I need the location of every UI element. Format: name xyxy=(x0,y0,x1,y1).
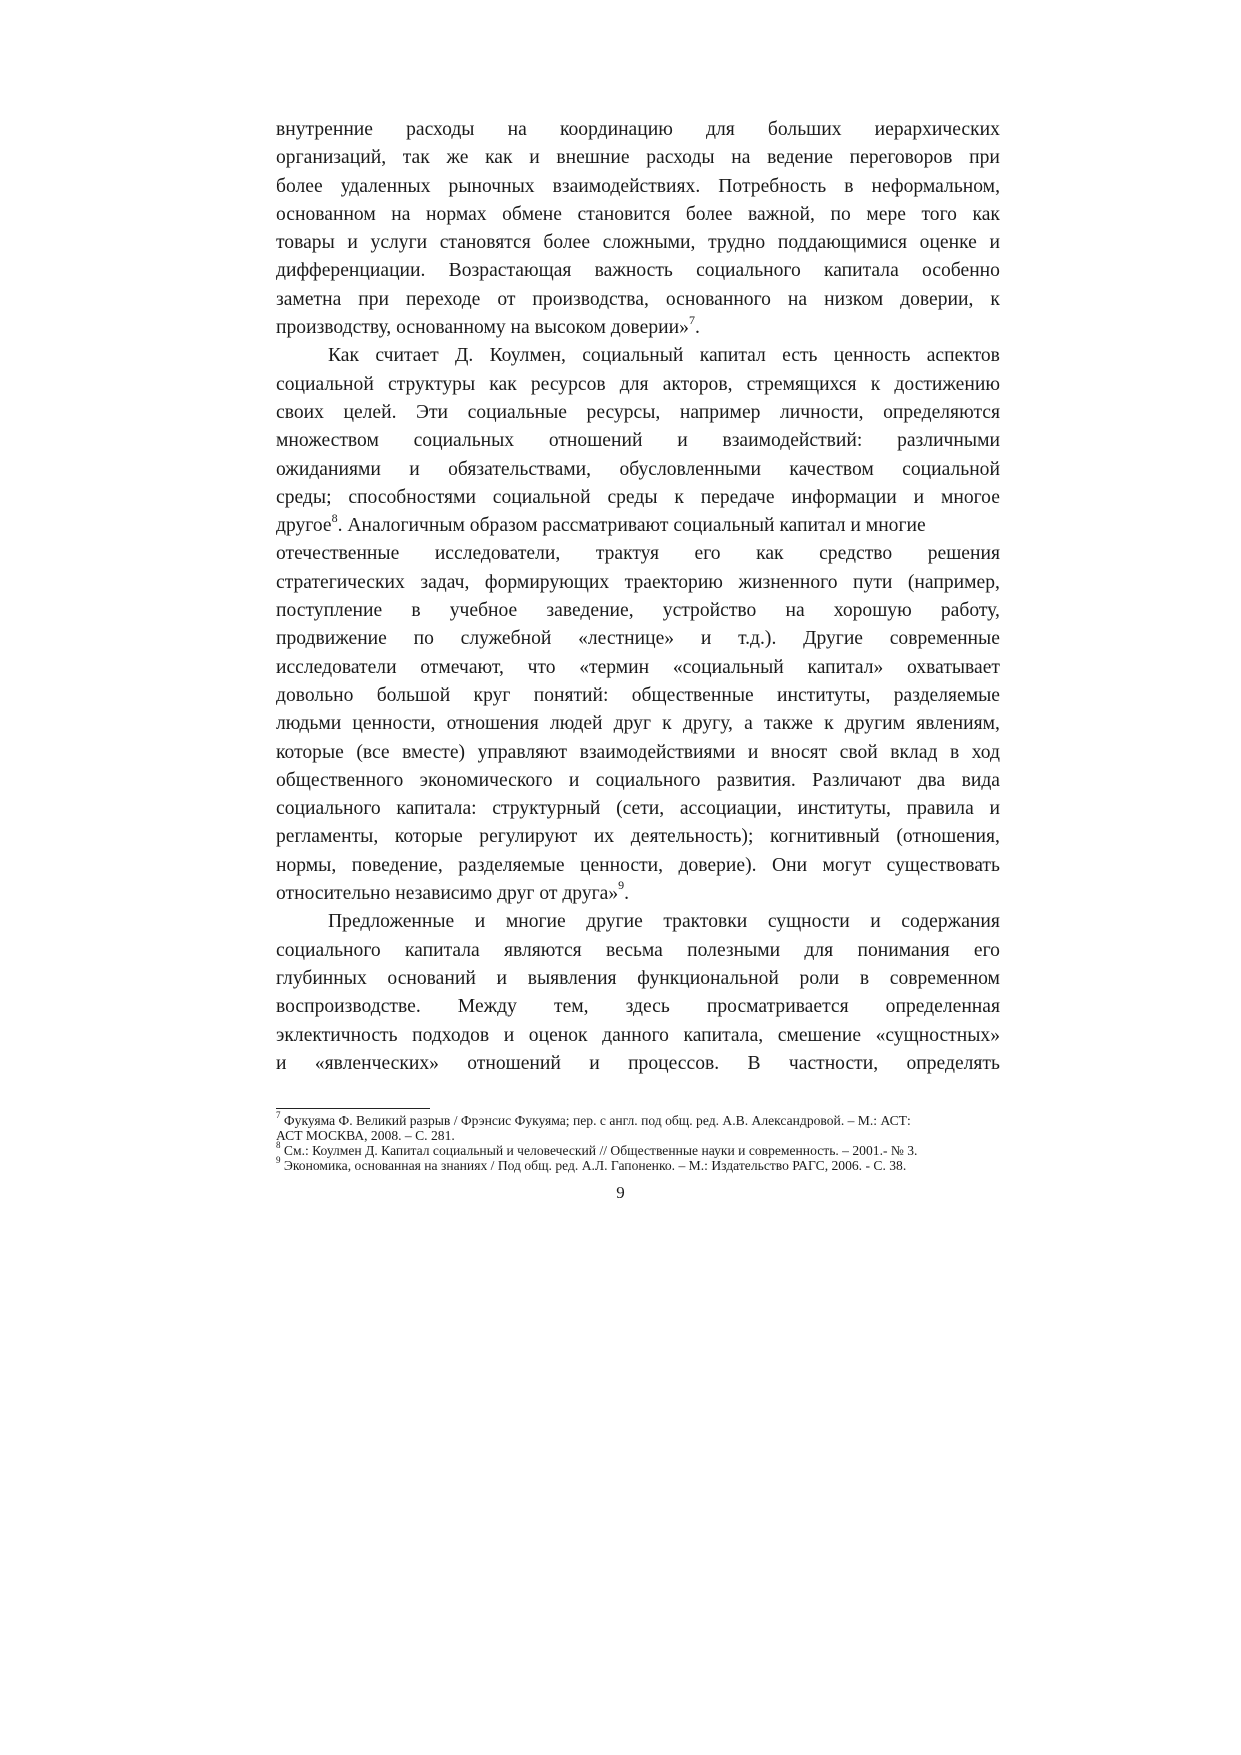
word: и xyxy=(409,458,420,480)
word: регламенты, xyxy=(276,826,379,848)
word: переговоров xyxy=(849,147,953,169)
text-line xyxy=(276,173,1000,201)
word: того xyxy=(921,203,957,225)
footnote-7: $^7$ Фукуяма Ф. Великий разрыв / Фрэнсис Фукуяма; пер. с англ. под общ. ред. А.В. Александровой. – М.: АСТ: xyxy=(276,1110,911,1128)
word: Предложенные xyxy=(328,911,455,933)
word: формирующих xyxy=(484,571,610,593)
word: как xyxy=(972,203,1000,225)
word: сложными, xyxy=(602,232,696,254)
footnote-ref[interactable]: 9 xyxy=(618,878,625,893)
word: здесь xyxy=(625,996,670,1018)
word: Другие xyxy=(803,628,863,650)
word: выявления xyxy=(527,967,617,989)
word: заметна xyxy=(276,288,342,310)
word: в xyxy=(859,967,870,989)
text-line xyxy=(276,682,1000,710)
word: другие xyxy=(586,911,643,933)
word: и xyxy=(347,232,358,254)
word: структуры xyxy=(387,373,476,395)
word: более xyxy=(685,203,733,225)
word: поведение, xyxy=(351,854,443,876)
word: Потребность xyxy=(718,175,827,197)
word: отечественные xyxy=(276,543,400,565)
word: ход xyxy=(971,741,1000,763)
text-line xyxy=(276,795,1000,823)
text-line xyxy=(276,823,1000,851)
word: более xyxy=(276,175,323,197)
word: и xyxy=(474,911,486,933)
word: взаимодействий: xyxy=(722,430,863,452)
word: социального xyxy=(276,939,381,961)
word: аспектов xyxy=(926,345,1000,367)
word: разделяемые xyxy=(458,854,565,876)
word: так xyxy=(402,147,430,169)
word: дифференциации. xyxy=(276,260,426,282)
word: информации xyxy=(791,486,897,508)
word: управляют xyxy=(477,741,568,763)
word: же xyxy=(446,147,469,169)
word: как xyxy=(489,373,517,395)
word: качеством xyxy=(789,458,874,480)
word: что xyxy=(527,656,556,678)
word: свой xyxy=(839,741,878,763)
word: «явленческих» xyxy=(314,1052,439,1074)
word: Они xyxy=(771,854,808,876)
word: капитала xyxy=(404,939,480,961)
word: трактуя xyxy=(595,543,659,565)
word: отношений xyxy=(467,1052,561,1074)
word: воспроизводстве. xyxy=(276,996,421,1018)
word: к xyxy=(824,713,834,735)
word: по xyxy=(830,203,851,225)
word: доверии, xyxy=(900,288,974,310)
word: большой xyxy=(376,684,451,706)
text-line xyxy=(276,116,1000,144)
text-line xyxy=(276,739,1000,767)
word: на xyxy=(391,203,411,225)
word: продвижение xyxy=(276,628,387,650)
word: учебное xyxy=(449,600,518,622)
word: социальной xyxy=(492,486,591,508)
text-line xyxy=(276,144,1000,172)
word: и xyxy=(747,741,759,763)
word: становятся xyxy=(439,232,531,254)
word: и xyxy=(529,147,540,169)
word: решения xyxy=(927,543,1000,565)
word: разделяемые xyxy=(893,684,1000,706)
word: сущности xyxy=(767,911,850,933)
word: иерархических xyxy=(874,119,1000,140)
word: вклад xyxy=(890,741,938,763)
word: капитал» xyxy=(807,656,884,678)
word: (все xyxy=(356,741,390,763)
word: услуги xyxy=(370,232,428,254)
word: смешение xyxy=(777,1024,862,1046)
word: современном xyxy=(889,967,1000,989)
text-line xyxy=(276,937,1000,965)
word: трудно xyxy=(708,232,766,254)
word: частности, xyxy=(788,1052,879,1074)
word: Между xyxy=(457,996,517,1018)
word: (например, xyxy=(907,571,1000,593)
word: вносят xyxy=(770,741,828,763)
word: Возрастающая xyxy=(448,260,572,282)
word: к xyxy=(674,486,684,508)
text-line xyxy=(276,540,1000,568)
word: друг xyxy=(613,713,652,735)
text-line xyxy=(276,229,1000,257)
word: от xyxy=(497,288,516,310)
word: данного xyxy=(602,1024,669,1046)
word: содержания xyxy=(901,911,1000,933)
word: ассоциации, xyxy=(679,798,782,820)
word: например xyxy=(679,401,761,423)
text-line xyxy=(276,1022,1000,1050)
word: и xyxy=(989,798,1000,820)
word: и xyxy=(913,486,925,508)
word: роли xyxy=(799,967,840,989)
word: «термин xyxy=(579,656,650,678)
word: как xyxy=(485,147,513,169)
word: ведение xyxy=(767,147,833,169)
text-line xyxy=(276,427,1000,455)
word: и xyxy=(870,911,881,933)
word: обязательствами, xyxy=(448,458,592,480)
footnote-9: $^9$ Экономика, основанная на знаниях / Под общ. ред. А.Л. Гапоненко. – М.: Издательство РАГС, 2006. - С. 38. xyxy=(276,1155,907,1173)
word: могут xyxy=(822,854,872,876)
footnotes xyxy=(276,1110,1000,1173)
word: и xyxy=(589,1052,600,1074)
word: передаче xyxy=(700,486,775,508)
footnote-ref[interactable]: 7 xyxy=(688,312,695,327)
word: при xyxy=(969,147,1000,169)
word: эклектичность xyxy=(276,1024,398,1046)
word: для xyxy=(804,939,834,961)
text-line xyxy=(276,965,1000,993)
word: способностями xyxy=(348,486,476,508)
word: просматривается xyxy=(706,996,849,1018)
word: развития. xyxy=(716,769,796,791)
word: ресурсы, xyxy=(586,401,661,423)
word: капитал xyxy=(699,345,766,367)
word: оценок xyxy=(528,1024,588,1046)
word: существовать xyxy=(886,854,1000,876)
word: его xyxy=(694,543,721,565)
word: многое xyxy=(940,486,1000,508)
word: оценке xyxy=(919,232,977,254)
word: глубинных xyxy=(276,967,367,989)
word: отношения xyxy=(446,713,539,735)
word: есть xyxy=(782,345,818,367)
word: акторов, xyxy=(662,373,733,395)
word: социальной xyxy=(902,458,1000,480)
word: на xyxy=(731,147,751,169)
word: становится xyxy=(577,203,671,225)
word: исследователи xyxy=(276,656,397,678)
word: (сети, xyxy=(616,798,665,820)
word: внешние xyxy=(556,147,630,169)
word: определять xyxy=(906,1052,1000,1074)
text-line xyxy=(276,1050,1000,1078)
word: и xyxy=(276,1052,287,1074)
word: производства, xyxy=(532,288,649,310)
text-line xyxy=(276,456,1000,484)
word: отношений xyxy=(548,430,643,452)
text-line xyxy=(276,993,1000,1021)
word: явлениям, xyxy=(916,713,1000,735)
word: для xyxy=(619,373,649,395)
word: целей. xyxy=(343,401,397,423)
word: ценности, xyxy=(352,713,436,735)
text-line xyxy=(276,654,1000,682)
word: являются xyxy=(504,939,582,961)
word: социальные xyxy=(467,401,567,423)
footnote-8: $^8$ См.: Коулмен Д. Капитал социальный и человеческий // Общественные науки и современность. – 2001.- № 3. xyxy=(276,1140,918,1158)
footnote-ref[interactable]: 8 xyxy=(331,510,338,525)
word: отмечают, xyxy=(420,656,504,678)
word: вида xyxy=(961,769,1000,791)
text-line xyxy=(276,342,1000,370)
word: хорошую xyxy=(833,600,912,622)
word: оснований xyxy=(387,967,476,989)
word: товары xyxy=(276,232,335,254)
word: считает xyxy=(375,345,439,367)
word: взаимодействиями xyxy=(579,741,736,763)
word: нормы, xyxy=(276,854,337,876)
word: правила xyxy=(906,798,974,820)
word: «социальный xyxy=(672,656,784,678)
word: стремящихся xyxy=(746,373,857,395)
word: деятельность); xyxy=(630,826,754,848)
text-line xyxy=(276,767,1000,795)
word: капитала xyxy=(824,260,899,282)
word: социальных xyxy=(413,430,515,452)
word: Эти xyxy=(416,401,449,423)
word: современные xyxy=(889,628,1000,650)
word: неформальном, xyxy=(871,175,1000,197)
word: общественные xyxy=(631,684,754,706)
text-line xyxy=(276,852,1000,880)
word: координацию xyxy=(559,119,673,140)
text-line: другое$^8$. Аналогичным образом рассматривают социальный капитал и многие xyxy=(276,510,926,537)
word: различными xyxy=(897,430,1000,452)
word: к xyxy=(662,713,672,735)
word: своих xyxy=(276,401,324,423)
word: их xyxy=(593,826,615,848)
word: организаций, xyxy=(276,147,387,169)
word: в xyxy=(411,600,421,622)
word: которые xyxy=(394,826,463,848)
word: два xyxy=(917,769,946,791)
word: также xyxy=(763,713,813,735)
word: его xyxy=(973,939,1000,961)
text-line xyxy=(276,286,1000,314)
word: а xyxy=(744,713,753,735)
word: понятий: xyxy=(533,684,609,706)
text-line xyxy=(276,257,1000,285)
word: внутренние xyxy=(276,119,373,140)
word: ожиданиями xyxy=(276,458,381,480)
word: в xyxy=(844,175,854,197)
word: «сущностных» xyxy=(875,1024,1000,1046)
text-line xyxy=(276,625,1000,653)
word: по xyxy=(413,628,434,650)
word: довольно xyxy=(276,684,354,706)
word: особенно xyxy=(922,260,1000,282)
word: подходов xyxy=(412,1024,490,1046)
word: социальный xyxy=(582,345,684,367)
word: заведение, xyxy=(546,600,634,622)
text-line: производству, основанному на высоком доверии»$^7$. xyxy=(276,312,700,339)
word: определенная xyxy=(885,996,1000,1018)
word: людей xyxy=(549,713,603,735)
word: (отношения, xyxy=(896,826,1000,848)
word: т.д.). xyxy=(738,628,777,650)
word: регулируют xyxy=(479,826,578,848)
word: весьма xyxy=(605,939,663,961)
text-line xyxy=(276,201,1000,229)
word: поступление xyxy=(276,600,383,622)
word: процессов. xyxy=(628,1052,720,1074)
word: среды; xyxy=(276,486,332,508)
word: более xyxy=(543,232,591,254)
word: вместе) xyxy=(402,741,466,763)
text-line xyxy=(276,399,1000,427)
word: людьми xyxy=(276,713,342,735)
word: социального xyxy=(595,769,701,791)
word: средство xyxy=(819,543,893,565)
word: к xyxy=(870,373,881,395)
word: мере xyxy=(866,203,906,225)
word: личности, xyxy=(780,401,864,423)
text-line xyxy=(276,569,1000,597)
word: для xyxy=(706,119,735,140)
word: поддающимися xyxy=(777,232,908,254)
page-number: 9 xyxy=(616,1183,625,1202)
word: низком xyxy=(824,288,884,310)
word: при xyxy=(358,288,390,310)
word: пути xyxy=(853,571,893,593)
word: другу, xyxy=(682,713,733,735)
word: полезными xyxy=(687,939,781,961)
word: обусловленными xyxy=(619,458,762,480)
word: и xyxy=(677,430,688,452)
word: и xyxy=(700,628,712,650)
word: Коулмен, xyxy=(489,345,566,367)
text-line xyxy=(276,597,1000,625)
word: и xyxy=(503,1024,515,1046)
footnote-divider xyxy=(276,1108,430,1109)
word: которые xyxy=(276,741,344,763)
word: работу, xyxy=(940,600,1000,622)
word: круг xyxy=(473,684,511,706)
word: функциональной xyxy=(637,967,779,989)
word: основанного xyxy=(665,288,771,310)
word: Как xyxy=(328,345,360,367)
word: тем, xyxy=(554,996,589,1018)
word: и xyxy=(496,967,508,989)
word: ресурсов xyxy=(530,373,606,395)
word: исследователи, xyxy=(434,543,561,565)
word: расходы xyxy=(406,119,475,140)
word: общественного xyxy=(276,769,404,791)
word: служебной xyxy=(460,628,552,650)
word: другим xyxy=(844,713,906,735)
word: когнитивный xyxy=(770,826,880,848)
word: на xyxy=(785,600,805,622)
word: как xyxy=(756,543,784,565)
word: рыночных xyxy=(448,175,535,197)
word: Д. xyxy=(455,345,474,367)
word: важность xyxy=(594,260,673,282)
word: институты, xyxy=(776,684,871,706)
word: расходы xyxy=(646,147,715,169)
word: Различают xyxy=(812,769,902,791)
word: капитала, xyxy=(683,1024,764,1046)
text-line xyxy=(276,484,1000,512)
word: социального xyxy=(276,798,381,820)
word: «лестнице» xyxy=(578,628,675,650)
word: структурный xyxy=(492,798,601,820)
word: устройство xyxy=(662,600,757,622)
word: траекторию xyxy=(624,571,723,593)
word: больших xyxy=(767,119,842,140)
word: ценность xyxy=(833,345,911,367)
text-line: относительно независимо друг от друга»$^9$. xyxy=(276,878,630,905)
word: социальной xyxy=(276,373,374,395)
word: стратегических xyxy=(276,571,405,593)
word: основанном xyxy=(276,203,376,225)
word: удаленных xyxy=(340,175,431,197)
word: достижению xyxy=(894,373,1000,395)
text-line xyxy=(276,710,1000,738)
text-line xyxy=(276,908,1000,936)
word: экономического xyxy=(419,769,553,791)
word: на xyxy=(507,119,527,140)
word: и xyxy=(989,232,1000,254)
word: институты, xyxy=(797,798,891,820)
word: трактовки xyxy=(663,911,748,933)
word: важной, xyxy=(748,203,815,225)
word: множеством xyxy=(276,430,379,452)
footnote-7-continued: АСТ МОСКВА, 2008. – С. 281. xyxy=(276,1128,455,1143)
word: понимания xyxy=(857,939,950,961)
word: ценности, xyxy=(579,854,664,876)
word: к xyxy=(990,288,1000,310)
word: взаимодействиях. xyxy=(552,175,701,197)
word: и xyxy=(568,769,580,791)
word: охватывает xyxy=(907,656,1000,678)
word: на xyxy=(787,288,808,310)
word: доверие). xyxy=(678,854,757,876)
word: многие xyxy=(505,911,566,933)
word: жизненного xyxy=(738,571,838,593)
word: капитала: xyxy=(396,798,477,820)
word: обмене xyxy=(502,203,562,225)
text-line xyxy=(276,371,1000,399)
body-text xyxy=(276,116,1000,1078)
word: задач, xyxy=(420,571,470,593)
word: определяются xyxy=(883,401,1000,423)
word: В xyxy=(747,1052,761,1074)
word: в xyxy=(949,741,960,763)
word: социального xyxy=(696,260,801,282)
word: среды xyxy=(607,486,658,508)
word: переходе xyxy=(406,288,481,310)
word: нормах xyxy=(426,203,487,225)
